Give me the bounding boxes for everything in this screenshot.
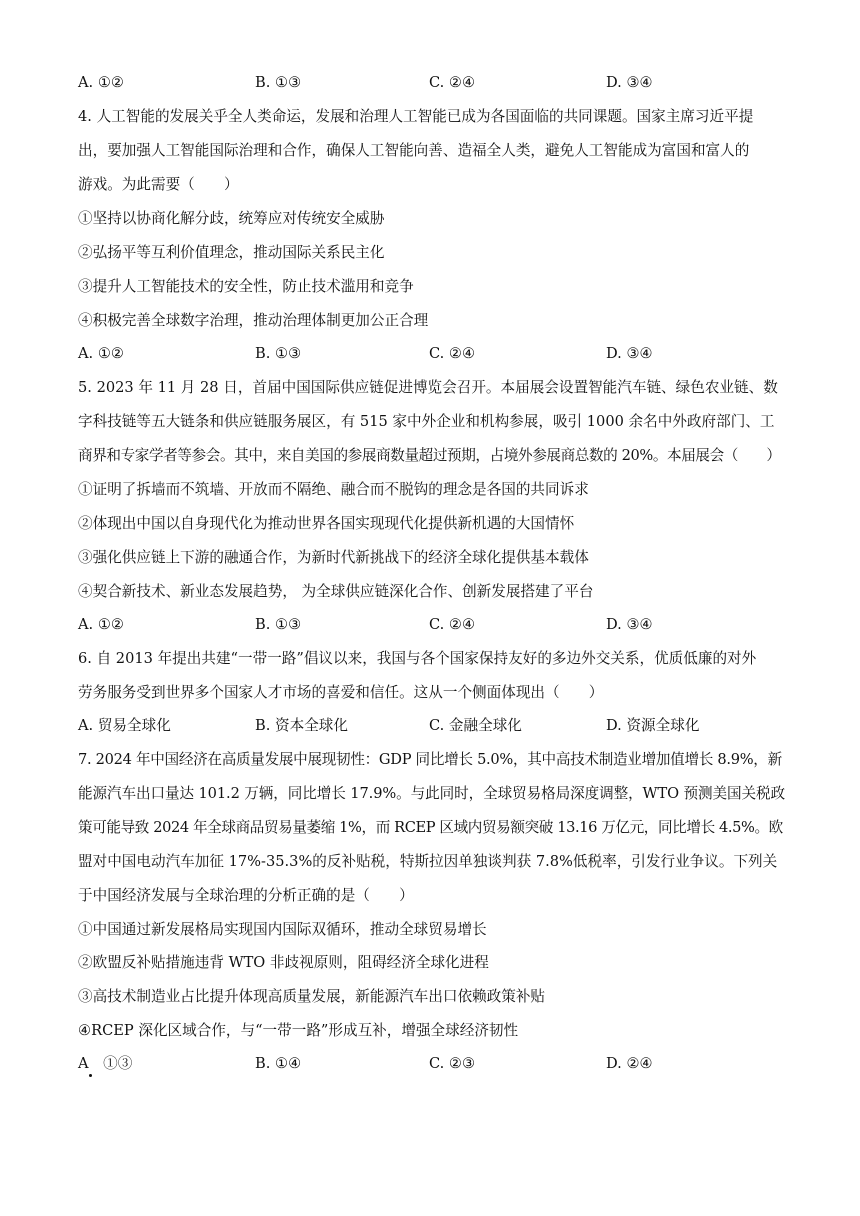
q4-item: ①坚持以协商化解分歧，统筹应对传统安全威胁 [78, 210, 385, 227]
q6-stem-line: 劳务服务受到世界多个国家人才市场的喜爱和信任。这从一个侧面体现出（ ） [78, 684, 604, 701]
q5-stem-line: 5. 2023 年 11 月 28 日，首届中国国际供应链促进博览会召开。本届展会设置智能汽车链、绿色农业链、数 [78, 379, 778, 396]
option-b: B. 资本全球化 [255, 717, 348, 734]
q4-item: ③提升人工智能技术的安全性，防止技术滥用和竞争 [78, 278, 414, 295]
option-d: D. ③④ [606, 74, 653, 91]
option-b: B. ①③ [255, 616, 302, 633]
q5-item: ②体现出中国以自身现代化为推动世界各国实现现代化提供新机遇的大国情怀 [78, 515, 575, 532]
q4-item: ④积极完善全球数字治理，推动治理体制更加公正合理 [78, 312, 429, 329]
option-b: B. ①③ [255, 345, 302, 362]
option-d: D. 资源全球化 [606, 717, 700, 734]
q4-item: ②弘扬平等互利价值理念，推动国际关系民主化 [78, 244, 385, 261]
option-a: A. ①② [78, 616, 124, 633]
q4-options [78, 344, 784, 364]
q7-item: ②欧盟反补贴措施违背 WTO 非歧视原则，阻碍经济全球化进程 [78, 954, 489, 971]
q7-stem-line: 7. 2024 年中国经济在高质量发展中展现韧性：GDP 同比增长 5.0%，其中高技术制造业增加值增长 8.9%，新 [78, 751, 782, 768]
q7-stem-line: 于中国经济发展与全球治理的分析正确的是（ ） [78, 887, 414, 904]
q5-item: ①证明了拆墙而不筑墙、开放而不隔绝、融合而不脱钩的理念是各国的共同诉求 [78, 481, 589, 498]
q3-options [78, 73, 784, 93]
option-d: D. ②④ [606, 1055, 653, 1072]
q6-stem-line: 6. 自 2013 年提出共建“一带一路”倡议以来，我国与各个国家保持友好的多边外交关系，优质低廉的对外 [78, 650, 757, 667]
option-b: B. ①④ [255, 1055, 302, 1072]
q7-stem-line: 策可能导致 2024 年全球商品贸易量萎缩 1%，而 RCEP 区域内贸易额突破 13.16 万亿元，同比增长 4.5%。欧 [78, 819, 783, 836]
option-c: C. ②④ [429, 74, 476, 91]
option-d: D. ③④ [606, 616, 653, 633]
q7-options [78, 1054, 784, 1074]
option-c: C. ②③ [429, 1055, 476, 1072]
option-a: A ①③ [78, 1055, 133, 1072]
q5-stem-line: 商界和专家学者等参会。其中，来自美国的参展商数量超过预期，占境外参展商总数的 20%。本届展会（ ） [78, 447, 781, 464]
option-d: D. ③④ [606, 345, 653, 362]
q5-item: ③强化供应链上下游的融通合作，为新时代新挑战下的经济全球化提供基本载体 [78, 549, 589, 566]
q5-options [78, 615, 784, 635]
option-c: C. 金融全球化 [429, 717, 522, 734]
option-c: C. ②④ [429, 345, 476, 362]
q5-stem-line: 字科技链等五大链条和供应链服务展区，有 515 家中外企业和机构参展，吸引 1000 余名中外政府部门、工 [78, 413, 775, 430]
q4-stem-line: 4. 人工智能的发展关乎全人类命运，发展和治理人工智能已成为各国面临的共同课题。国家主席习近平提 [78, 108, 754, 125]
q6-options [78, 716, 784, 736]
option-a: A. ①② [78, 74, 124, 91]
stray-dot-mark [89, 1074, 92, 1077]
q7-item: ①中国通过新发展格局实现国内国际双循环，推动全球贸易增长 [78, 921, 487, 938]
q7-item: ④RCEP 深化区域合作，与“一带一路”形成互补，增强全球经济韧性 [78, 1022, 519, 1039]
q7-stem-line: 能源汽车出口量达 101.2 万辆，同比增长 17.9%。与此同时，全球贸易格局深度调整，WTO 预测美国关税政 [78, 785, 785, 802]
q7-item: ③高技术制造业占比提升体现高质量发展，新能源汽车出口依赖政策补贴 [78, 988, 546, 1005]
q5-item: ④契合新技术、新业态发展趋势， 为全球供应链深化合作、创新发展搭建了平台 [78, 583, 594, 600]
q4-stem-line: 出，要加强人工智能国际治理和合作，确保人工智能向善、造福全人类，避免人工智能成为富国和富人的 [78, 142, 750, 159]
q7-stem-line: 盟对中国电动汽车加征 17%-35.3%的反补贴税，特斯拉因单独谈判获 7.8%低税率，引发行业争议。下列关 [78, 853, 778, 870]
q4-stem-line: 游戏。为此需要（ ） [78, 176, 239, 193]
option-b: B. ①③ [255, 74, 302, 91]
option-a: A. ①② [78, 345, 124, 362]
option-c: C. ②④ [429, 616, 476, 633]
option-a: A. 贸易全球化 [78, 717, 171, 734]
